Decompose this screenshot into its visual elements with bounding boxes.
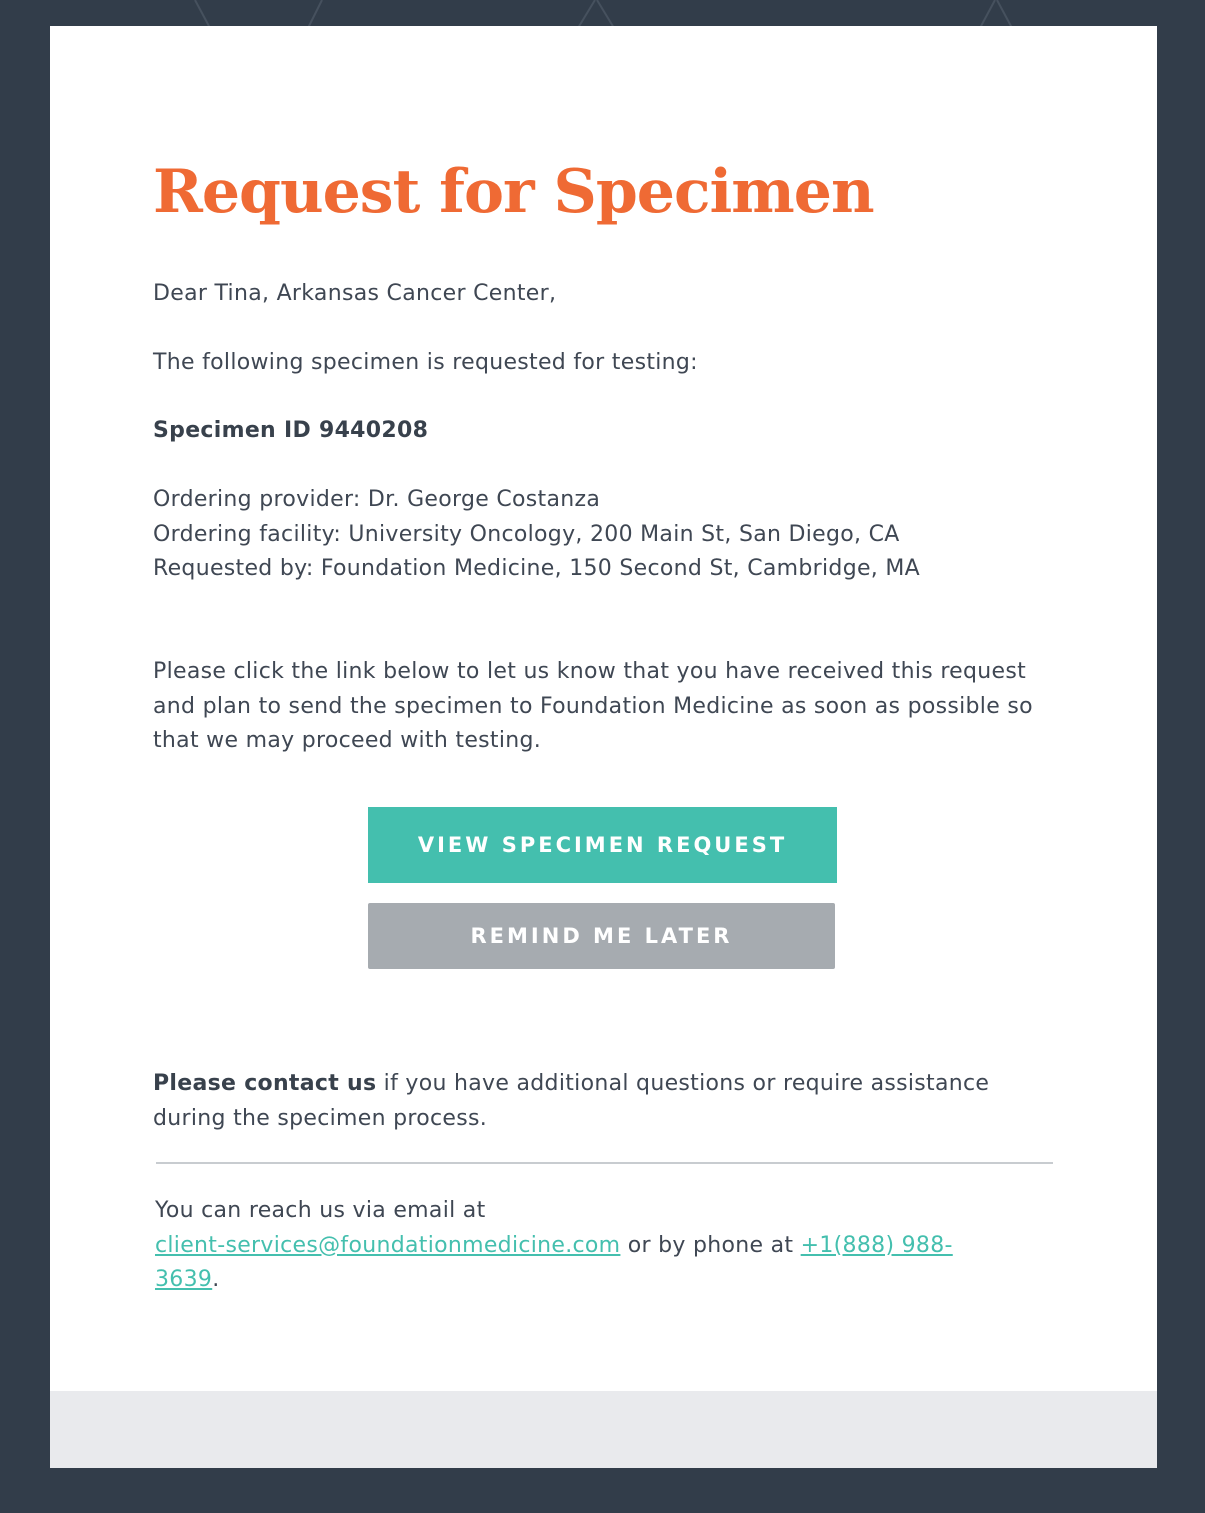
remind-me-later-button[interactable] (368, 903, 835, 969)
ordering-provider: Ordering provider: Dr. George Costanza (153, 487, 601, 512)
view-specimen-request-label: VIEW SPECIMEN REQUEST (417, 833, 788, 857)
specimen-details (153, 483, 920, 587)
phone-link[interactable]: +1(888) 988-3639 (155, 1232, 953, 1292)
requested-by: Requested by: Foundation Medicine, 150 Second St, Cambridge, MA (153, 556, 921, 581)
contact-rest: if you have additional questions or require assistance during the specimen process. (153, 1071, 990, 1131)
contact-bold-lead: Please contact us (153, 1071, 377, 1096)
reach-middle: or by phone at (620, 1232, 801, 1258)
contact-note (153, 1067, 1053, 1136)
contact-info (155, 1194, 955, 1298)
email-title: Request for Specimen (153, 157, 874, 227)
greeting: Dear Tina, Arkansas Cancer Center, (153, 281, 557, 306)
remind-me-later-label: REMIND ME LATER (470, 924, 733, 948)
email-link[interactable]: client-services@foundationmedicine.com (155, 1232, 621, 1258)
specimen-id: Specimen ID 9440208 (153, 418, 429, 443)
divider (156, 1162, 1053, 1164)
footer-band (50, 1391, 1157, 1468)
ordering-facility: Ordering facility: University Oncology, 200 Main St, San Diego, CA (153, 521, 900, 547)
instructions-text: Please click the link below to let us know that you have received this request and plan to send the specimen to Foundation Medicine as soon as possible so that we may proceed with testing. (153, 659, 1033, 753)
reach-suffix: . (212, 1267, 220, 1292)
view-specimen-request-button[interactable] (368, 807, 837, 883)
email-card (50, 26, 1157, 1468)
intro-text: The following specimen is requested for testing: (153, 350, 698, 375)
reach-prefix: You can reach us via email at (155, 1198, 486, 1223)
